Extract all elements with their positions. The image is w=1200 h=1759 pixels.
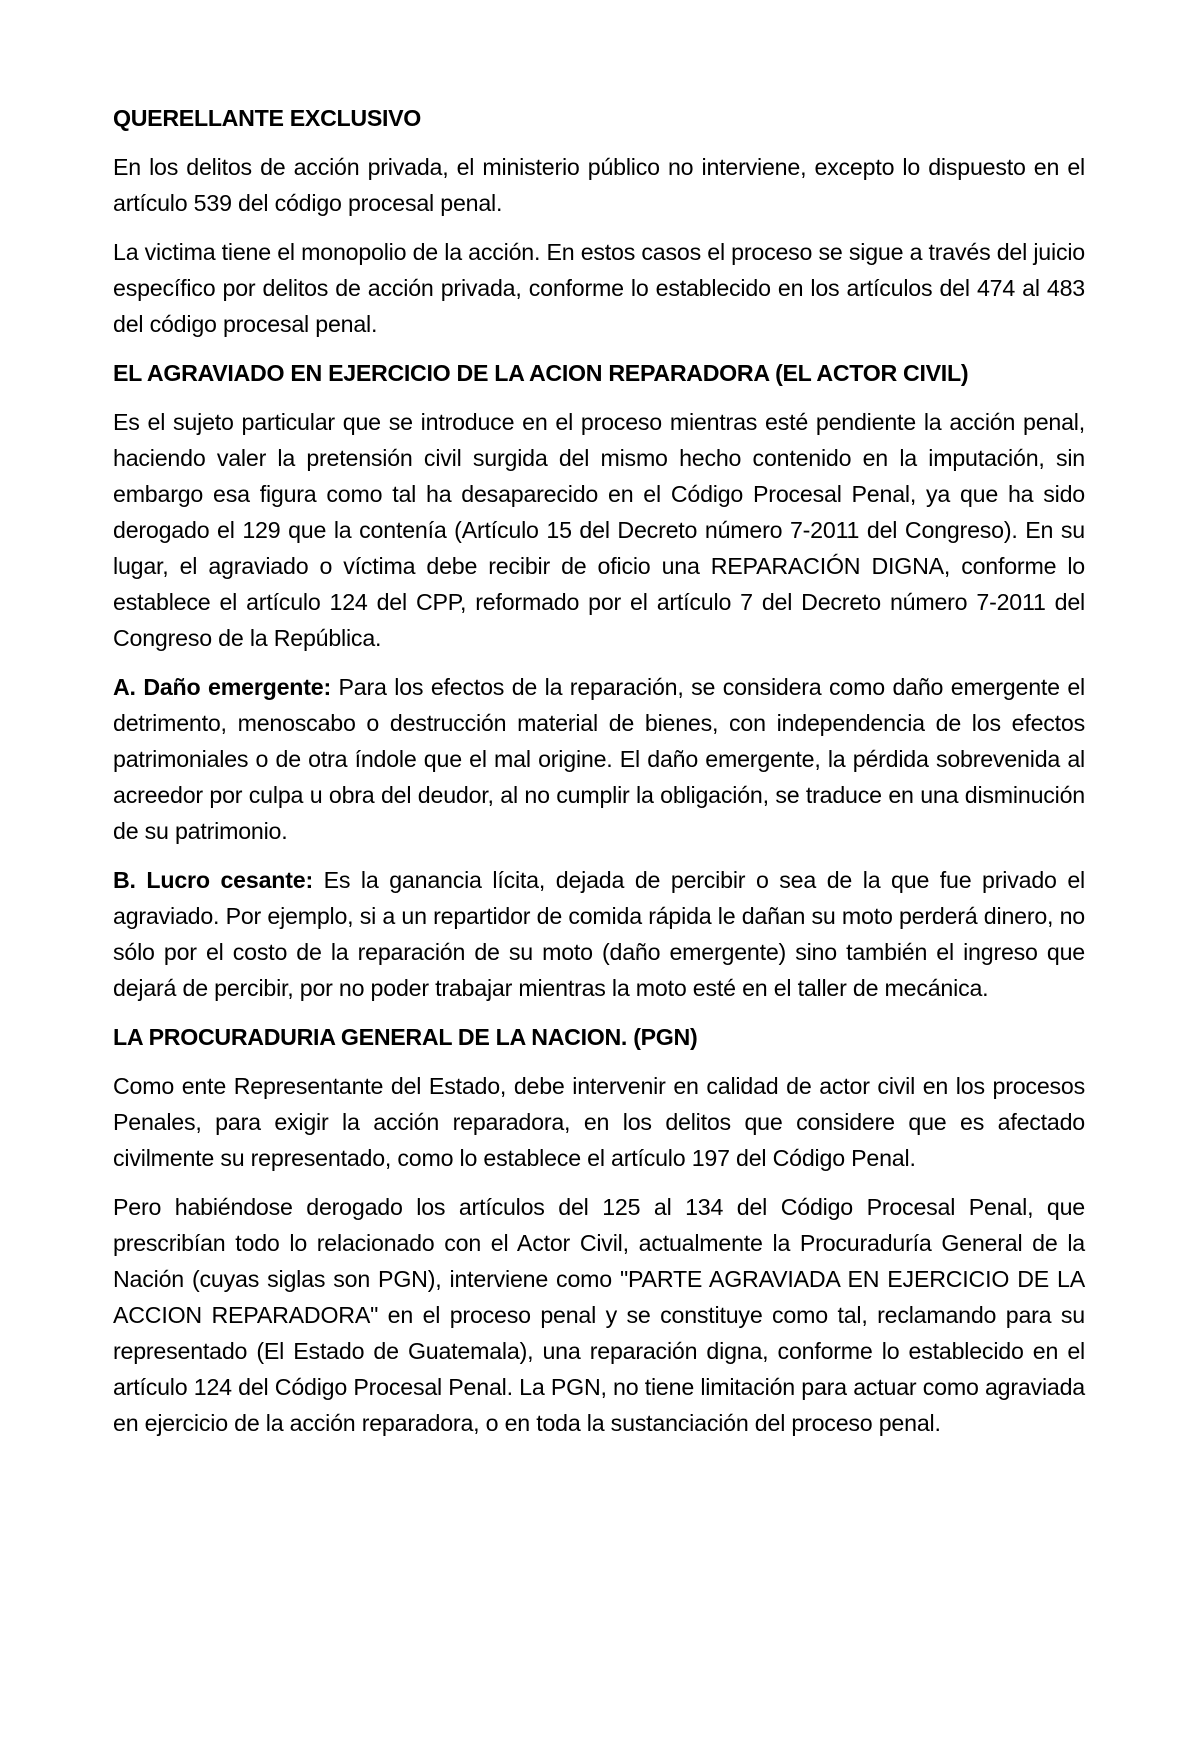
paragraph: Es el sujeto particular que se introduce en el proceso mientras esté pendiente la acción penal, haciendo valer la pretensión civil surgida del mismo hecho contenido en la imputación, sin embargo esa figura como tal ha desaparecido en el Código Procesal Penal, ya que ha sido derogado el 129 que la contenía (Artículo 15 del Decreto número 7-2011 del Congreso). En su lugar, el agraviado o víctima debe recibir de oficio una REPARACIÓN DIGNA, conforme lo establece el artículo 124 del CPP, reformado por el artículo 7 del Decreto número 7-2011 del Congreso de la República. [113, 409, 1085, 651]
paragraph: Pero habiéndose derogado los artículos del 125 al 134 del Código Procesal Penal, que prescribían todo lo relacionado con el Actor Civil, actualmente la Procuraduría General de la Nación (cuyas siglas son PGN), interviene como "PARTE AGRAVIADA EN EJERCICIO DE LA ACCION REPARADORA" en el proceso penal y se constituye como tal, reclamando para su representado (El Estado de Guatemala), una reparación digna, conforme lo establecido en el artículo 124 del Código Procesal Penal. La PGN, no tiene limitación para actuar como agraviada en ejercicio de la acción reparadora, o en toda la sustanciación del proceso penal. [113, 1194, 1085, 1436]
section-heading-agraviado: EL AGRAVIADO EN EJERCICIO DE LA ACION REPARADORA (EL ACTOR CIVIL) [113, 360, 969, 386]
paragraph: Como ente Representante del Estado, debe intervenir en calidad de actor civil en los procesos Penales, para exigir la acción reparadora, en los delitos que considere que es afectado civilmente su representado, como lo establece el artículo 197 del Código Penal. [113, 1073, 1085, 1171]
document-page [113, 100, 1085, 1454]
paragraph: La victima tiene el monopolio de la acción. En estos casos el proceso se sigue a través del juicio específico por delitos de acción privada, conforme lo establecido en los artículos del 474 al 483 del código procesal penal. [113, 239, 1085, 337]
section-heading-querellante: QUERELLANTE EXCLUSIVO [113, 105, 422, 131]
paragraph: En los delitos de acción privada, el ministerio público no interviene, excepto lo dispuesto en el artículo 539 del código procesal penal. [113, 154, 1085, 216]
item-lucro-cesante [113, 862, 1085, 1006]
item-text: Es la ganancia lícita, dejada de percibir o sea de la que fue privado el agraviado. Por ejemplo, si a un repartidor de comida rápida le dañan su moto perderá dinero, no sólo por el costo de la reparación de su moto (daño emergente) sino también el ingreso que dejará de percibir, por no poder trabajar mientras la moto esté en el taller de mecánica. [113, 867, 1086, 1001]
item-label: B. Lucro cesante: [113, 867, 313, 893]
item-text: Para los efectos de la reparación, se considera como daño emergente el detrimento, menoscabo o destrucción material de bienes, con independencia de los efectos patrimoniales o de otra índole que el mal origine. El daño emergente, la pérdida sobrevenida al acreedor por culpa u obra del deudor, al no cumplir la obligación, se traduce en una disminución de su patrimonio. [113, 674, 1086, 844]
item-dano-emergente [113, 669, 1085, 849]
section-heading-pgn: LA PROCURADURIA GENERAL DE LA NACION. (PGN) [113, 1024, 698, 1050]
item-label: A. Daño emergente: [113, 674, 332, 700]
